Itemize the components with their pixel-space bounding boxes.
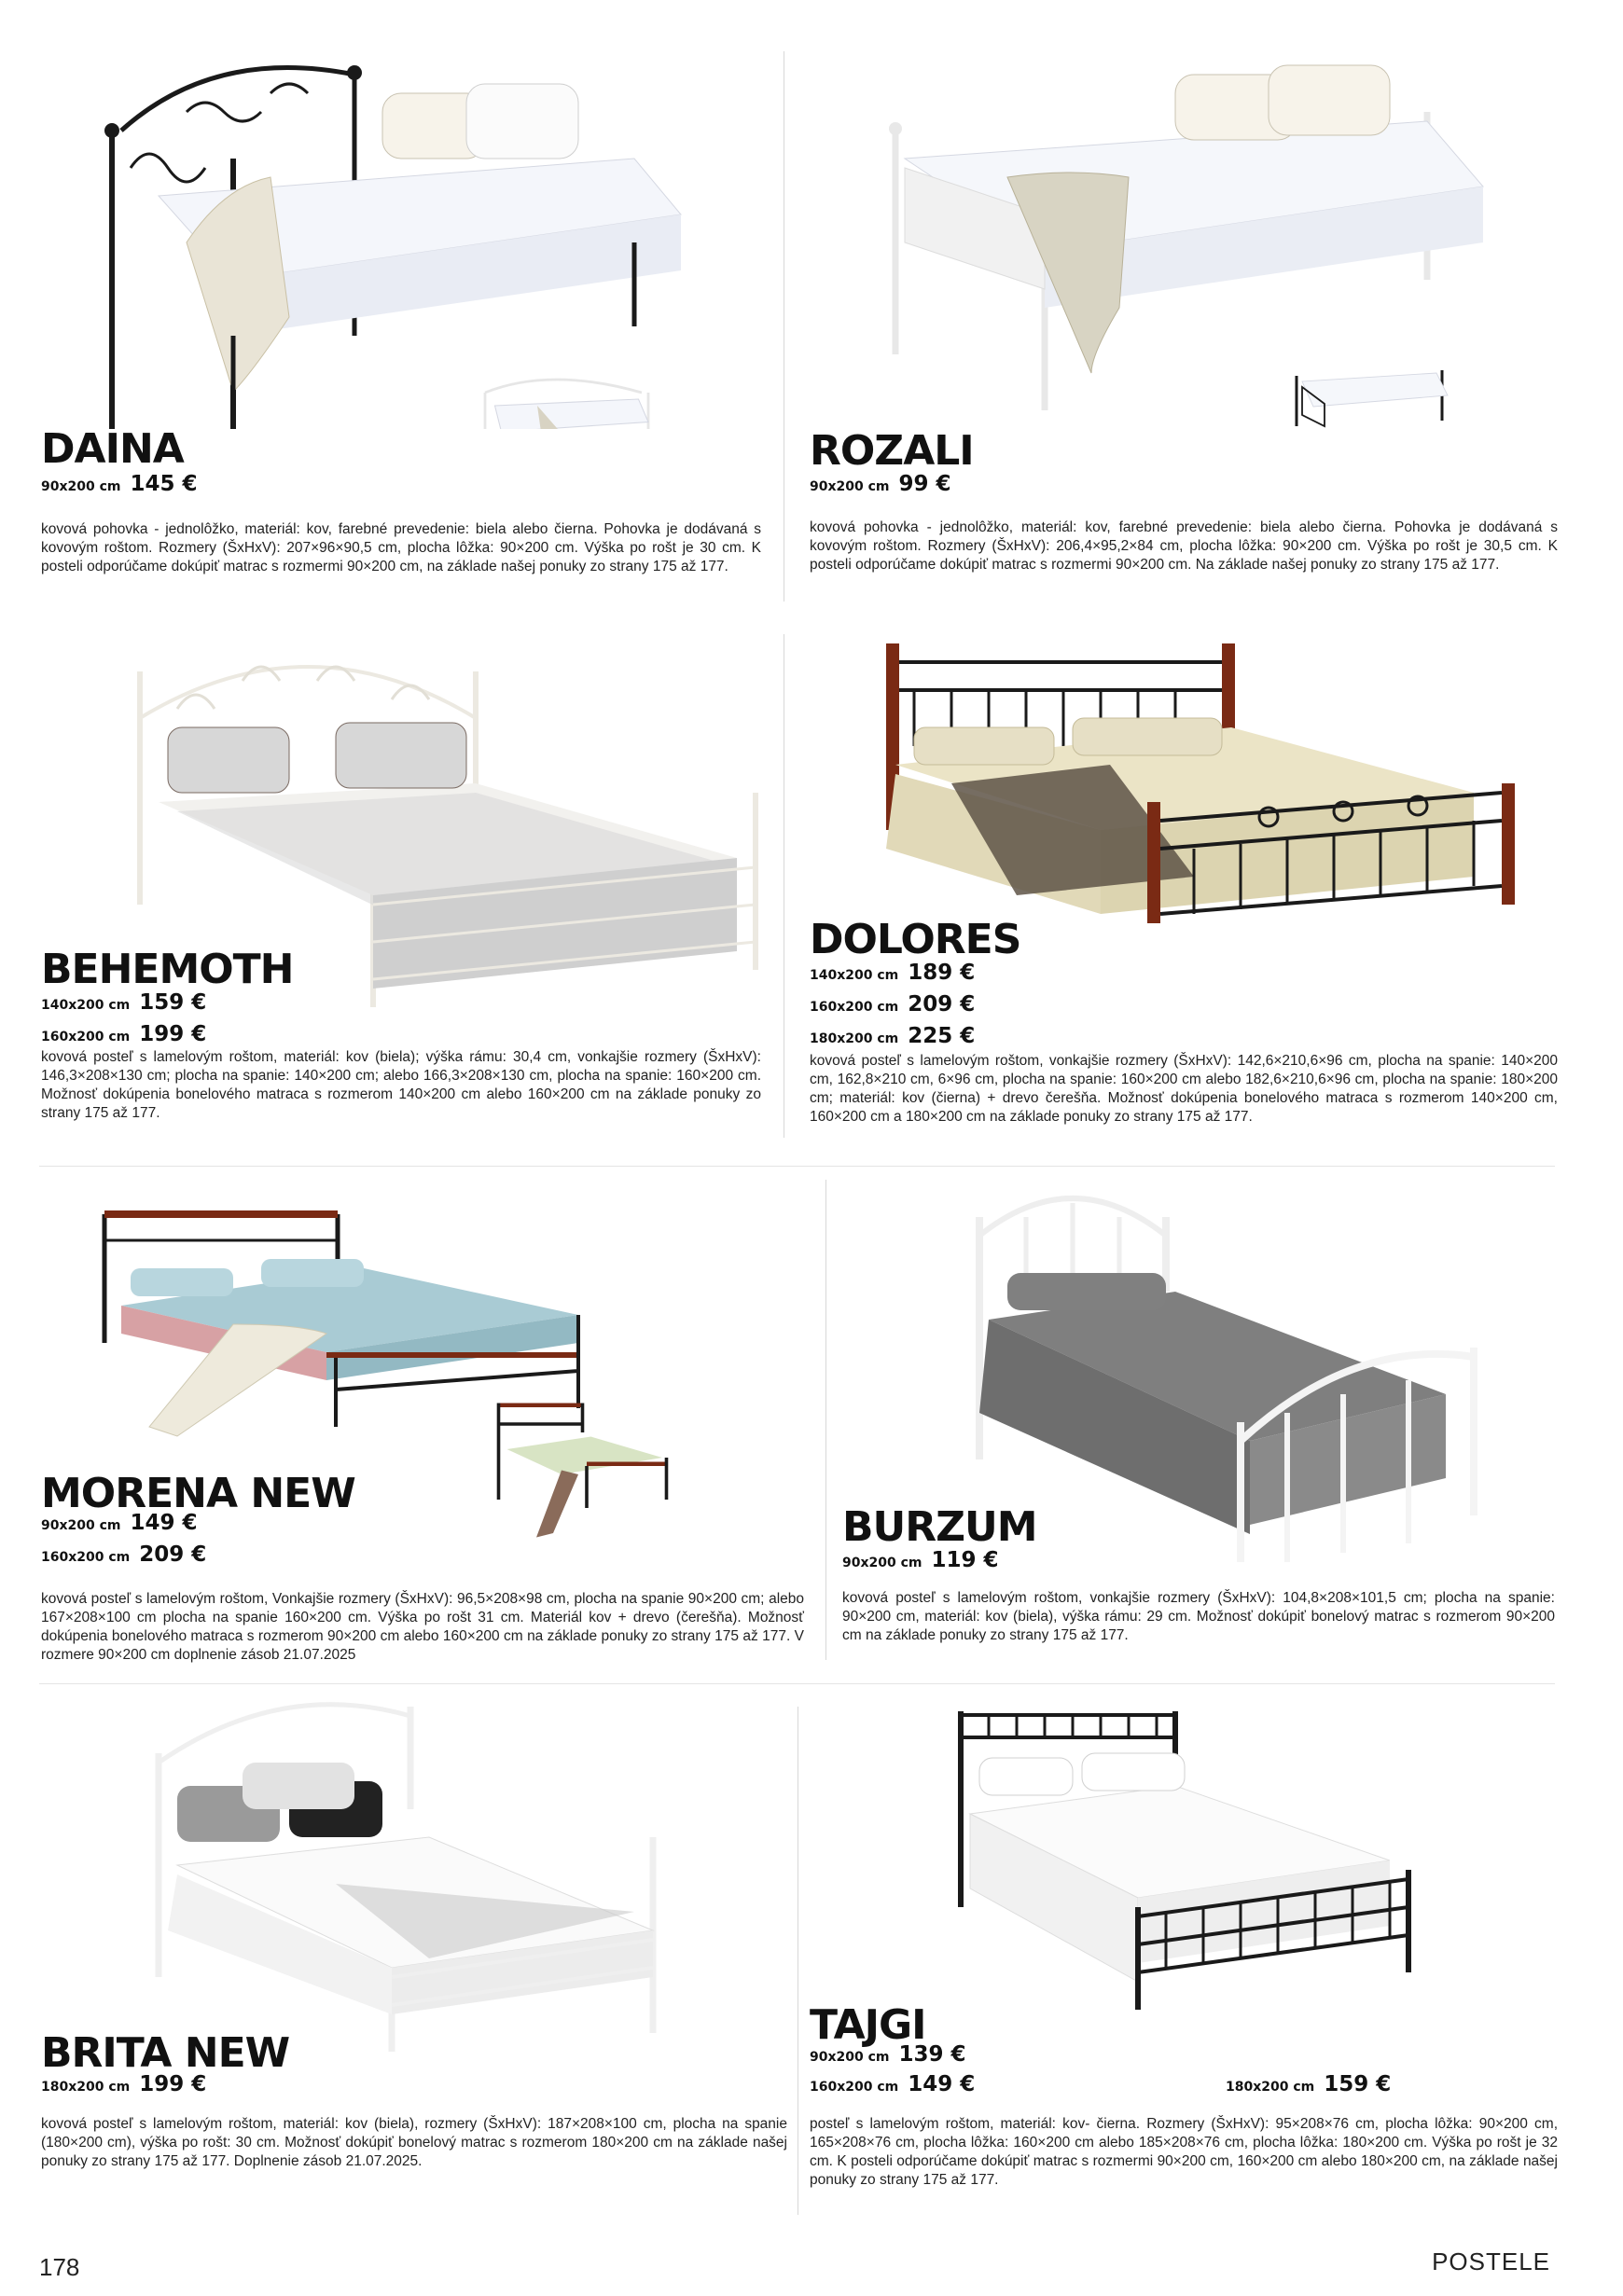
price-amount: 99 €: [898, 472, 951, 496]
product-image-dolores: [877, 634, 1530, 933]
price-row: [1226, 2072, 1391, 2104]
price-amount: 145 €: [130, 472, 198, 496]
price-list: [41, 990, 206, 1054]
price-row: [41, 472, 198, 504]
product-image-brita-new: [149, 1697, 672, 2052]
price-size: 90x200 cm: [810, 479, 890, 494]
row-divider-1: [39, 1166, 1555, 1167]
price-row: [842, 1548, 999, 1580]
product-image-tajgi: [951, 1702, 1418, 2010]
row-divider-2: [39, 1683, 1555, 1684]
price-list: [810, 961, 975, 1056]
price-row: [810, 2072, 975, 2104]
price-row: [810, 2042, 966, 2074]
price-list: [41, 472, 198, 504]
price-row: [41, 1511, 206, 1542]
price-size: 90x200 cm: [842, 1556, 922, 1570]
price-size: 180x200 cm: [810, 1031, 899, 1046]
price-size: 90x200 cm: [41, 479, 121, 494]
price-list: [810, 2042, 1556, 2108]
product-name: ROZALI: [810, 427, 974, 475]
price-list: [41, 2072, 206, 2104]
price-amount: 209 €: [139, 1542, 207, 1567]
price-row: [810, 961, 975, 992]
price-row: [810, 472, 951, 504]
price-size: 140x200 cm: [810, 968, 899, 983]
product-description: kovová posteľ s lamelovým roštom, Vonkajšie rozmery (ŠxHxV): 96,5×208×98 cm, plocha na spanie 90×200 cm; alebo 167×208×100 cm plocha na spanie 160×200 cm. Výška po rošt 31 cm. Materiál kov + drevo (čerešňa). Možnosť dokúpenia bonelového matraca s rozmerom 90×200 cm alebo 160×200 cm na základe ponuky zo strany 175 až 177. V rozmere 90×200 cm doplnenie zásob 21.07.2025: [41, 1591, 804, 1663]
price-size: 90x200 cm: [810, 2050, 890, 2065]
price-amount: 199 €: [139, 2072, 207, 2096]
price-amount: 159 €: [139, 990, 207, 1015]
price-row: [41, 1542, 206, 1574]
price-amount: 149 €: [130, 1511, 198, 1535]
product-name: BRITA NEW: [41, 2029, 290, 2077]
product-description: kovová posteľ s lamelovým roštom, materiál: kov (biela), rozmery (ŠxHxV): 187×208×100 cm, plocha na spanie (180×200 cm), výška po rošt: 30 cm. Možnosť dokúpiť bonelový matrac s rozmerom 180×200 cm na základe našej ponuky zo strany 175 až 177. Doplnenie zásob 21.07.2025.: [41, 2116, 787, 2169]
product-name: BEHEMOTH: [41, 946, 294, 993]
price-size: 90x200 cm: [41, 1518, 121, 1533]
price-size: 160x200 cm: [41, 1550, 131, 1565]
price-amount: 149 €: [908, 2072, 976, 2096]
product-name: DOLORES: [810, 916, 1021, 963]
product-description: kovová pohovka - jednolôžko, materiál: kov, farebné prevedenie: biela alebo čierna. Pohovka je dodávaná s kovovým roštom. Rozmery (ŠxHxV): 206,4×95,2×84 cm, plocha lôžka: 90×200 cm. Výška po rošt je 30,5 cm. K posteli odporúčame dokúpiť matrac s rozmermi 90×200 cm. Na základe našej ponuky zo strany 175 až 177.: [810, 519, 1558, 573]
product-description: kovová posteľ s lamelovým roštom, materiál: kov (biela); výška rámu: 30,4 cm, vonkajšie rozmery (ŠxHxV): 146,3×208×130 cm; plocha na spanie: 140×200 cm; alebo 166,3×208×130 cm, plocha na spanie: 160×200 cm. Možnosť dokúpenia bonelového matraca s rozmerom 140×200 cm alebo 160×200 cm na základe ponuky zo strany 175 až 177.: [41, 1049, 761, 1121]
section-name: POSTELE: [1432, 2248, 1550, 2275]
product-name: DAINA: [41, 425, 184, 473]
product-name: MORENA NEW: [41, 1470, 355, 1517]
price-size: 180x200 cm: [1226, 2080, 1315, 2095]
price-row: [810, 992, 975, 1024]
price-row: [41, 990, 206, 1022]
product-description: kovová posteľ s lamelovým roštom, vonkajšie rozmery (ŠxHxV): 104,8×208×101,5 cm; plocha na spanie: 90×200 cm, materiál: kov (biela), výška rámu: 29 cm. Možnosť dokúpiť bonelový matrac s rozmerom 90×200 cm na základe ponuky zo strany 175 až 177.: [842, 1590, 1555, 1643]
product-image-burzum: [970, 1180, 1492, 1571]
price-amount: 225 €: [908, 1024, 976, 1048]
price-row: [41, 2072, 206, 2104]
product-name: TAJGI: [810, 2001, 926, 2049]
product-image-daina: [75, 56, 709, 429]
price-row: [810, 1024, 975, 1056]
product-description: kovová pohovka - jednolôžko, materiál: kov, farebné prevedenie: biela alebo čierna. Pohovka je dodávaná s kovovým roštom. Rozmery (ŠxHxV): 207×96×90,5 cm, plocha lôžka: 90×200 cm. Výška po rošt je 30 cm. K posteli odporúčame dokúpiť matrac s rozmermi 90×200 cm, na základe našej ponuky zo strany 175 až 177.: [41, 521, 761, 574]
price-size: 180x200 cm: [41, 2080, 131, 2095]
price-amount: 199 €: [139, 1022, 207, 1046]
price-size: 140x200 cm: [41, 998, 131, 1013]
page-number: 178: [39, 2253, 80, 2281]
product-description: posteľ s lamelovým roštom, materiál: kov- čierna. Rozmery (ŠxHxV): 95×208×76 cm, plocha lôžka: 90×200 cm, 165×208×76 cm, plocha lôžka: 160×200 cm alebo 185×208×76 cm, plocha lôžka: 180×200 cm. Výška po rošt je 32 cm. K posteli odporúčame dokúpiť matrac s rozmermi 90×200 cm, 160×200 cm alebo 180×200 cm, na základe našej ponuky zo strany 175 až 177.: [810, 2116, 1558, 2188]
price-list: [842, 1548, 999, 1580]
product-name: BURZUM: [842, 1503, 1037, 1551]
price-amount: 189 €: [908, 961, 976, 985]
price-size: 160x200 cm: [810, 1000, 899, 1015]
price-size: 160x200 cm: [41, 1030, 131, 1044]
price-list: [41, 1511, 206, 1574]
price-amount: 159 €: [1324, 2072, 1392, 2096]
price-amount: 139 €: [898, 2042, 966, 2067]
column-divider-3: [825, 1180, 826, 1660]
product-description: kovová posteľ s lamelovým roštom, vonkajšie rozmery (ŠxHxV): 142,6×210,6×96 cm, plocha na spanie: 140×200 cm, 162,8×210 cm, 6×96 cm, plocha na spanie: 160×200 cm alebo 182,6×210,6×96 cm, plocha na spanie: 180×200 cm; materiál: kov (čierna) + drevo čerešňa. Možnosť dokúpenia bonelového matraca s rozmerom 140×200 cm, 160×200 cm a 180×200 cm na základe ponuky zo strany 175 až 177.: [810, 1053, 1558, 1125]
product-image-rozali: [867, 56, 1530, 429]
price-size: 160x200 cm: [810, 2080, 899, 2095]
price-amount: 119 €: [931, 1548, 999, 1572]
price-amount: 209 €: [908, 992, 976, 1017]
price-list: [810, 472, 951, 504]
